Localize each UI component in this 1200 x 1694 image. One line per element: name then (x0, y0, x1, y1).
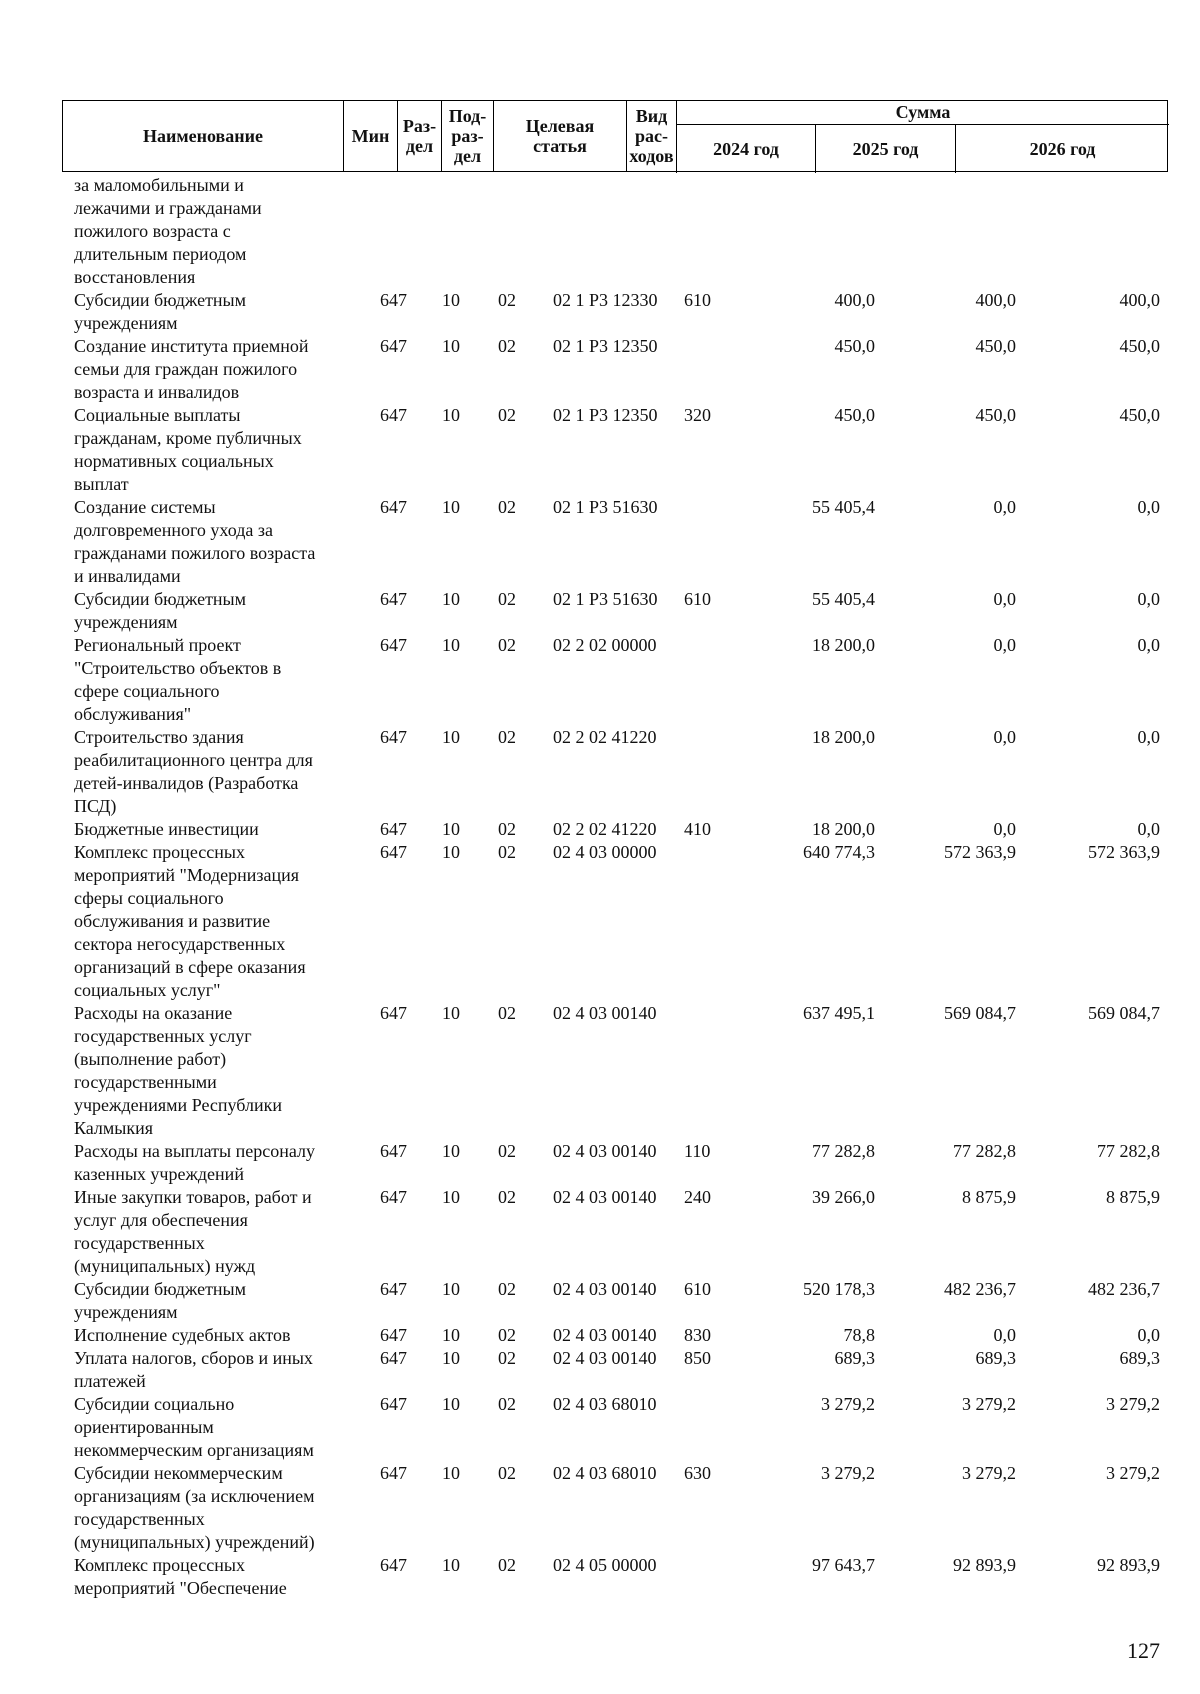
row-y2026: 689,3 (1119, 1348, 1160, 1368)
row-razdel: 10 (442, 1394, 460, 1414)
row-celevaya: 02 4 03 68010 (553, 1394, 657, 1414)
row-min: 647 (380, 1141, 407, 1161)
row-y2024: 3 279,2 (821, 1463, 875, 1483)
row-vid: 850 (684, 1348, 711, 1368)
row-podrazdel: 02 (498, 497, 516, 517)
row-y2025: 400,0 (975, 290, 1016, 310)
row-y2024: 3 279,2 (821, 1394, 875, 1414)
row-y2026: 450,0 (1119, 336, 1160, 356)
row-celevaya: 02 4 03 00000 (553, 842, 657, 862)
row-razdel: 10 (442, 497, 460, 517)
row-min: 647 (380, 1348, 407, 1368)
row-vid: 610 (684, 290, 711, 310)
row-y2024: 55 405,4 (812, 497, 875, 517)
row-razdel: 10 (442, 1348, 460, 1368)
row-podrazdel: 02 (498, 290, 516, 310)
row-y2025: 450,0 (975, 405, 1016, 425)
row-celevaya: 02 4 03 00140 (553, 1187, 657, 1207)
row-y2025: 92 893,9 (953, 1555, 1016, 1575)
header-razdel: Раз- дел (397, 101, 441, 171)
row-podrazdel: 02 (498, 1555, 516, 1575)
row-name: Социальные выплаты гражданам, кроме публичных нормативных социальных выплат (74, 405, 302, 494)
table-row (0, 841, 1200, 1002)
row-razdel: 10 (442, 1463, 460, 1483)
row-celevaya: 02 4 03 00140 (553, 1141, 657, 1161)
row-vid: 630 (684, 1463, 711, 1483)
row-y2026: 569 084,7 (1088, 1003, 1160, 1023)
table-row (0, 1393, 1200, 1462)
header-podrazdel: Под- раз- дел (441, 101, 493, 171)
row-y2024: 39 266,0 (812, 1187, 875, 1207)
row-name: Бюджетные инвестиции (74, 819, 259, 839)
row-podrazdel: 02 (498, 336, 516, 356)
row-y2025: 450,0 (975, 336, 1016, 356)
row-podrazdel: 02 (498, 727, 516, 747)
row-name: Субсидии бюджетным учреждениям (74, 589, 247, 632)
row-razdel: 10 (442, 635, 460, 655)
table-row (0, 1554, 1200, 1600)
row-min: 647 (380, 842, 407, 862)
row-vid: 610 (684, 589, 711, 609)
row-razdel: 10 (442, 336, 460, 356)
row-vid: 240 (684, 1187, 711, 1207)
row-y2024: 18 200,0 (812, 819, 875, 839)
row-name: Создание института приемной семьи для граждан пожилого возраста и инвалидов (74, 336, 309, 402)
row-name: Исполнение судебных актов (74, 1325, 291, 1345)
row-y2024: 450,0 (834, 336, 875, 356)
row-y2024: 78,8 (843, 1325, 875, 1345)
row-y2025: 3 279,2 (962, 1394, 1016, 1414)
row-podrazdel: 02 (498, 819, 516, 839)
header-year-2024: 2024 год (676, 125, 815, 173)
row-y2026: 400,0 (1119, 290, 1160, 310)
row-y2026: 450,0 (1119, 405, 1160, 425)
row-razdel: 10 (442, 589, 460, 609)
table-row (0, 335, 1200, 404)
table-row (0, 404, 1200, 496)
row-name: Комплекс процессных мероприятий "Модернизация сферы социального обслуживания и развитие сектора негосударственных организаций в сфере оказания социальных услуг" (74, 842, 306, 1000)
row-podrazdel: 02 (498, 1348, 516, 1368)
row-razdel: 10 (442, 819, 460, 839)
header-min: Мин (343, 101, 397, 171)
row-podrazdel: 02 (498, 1279, 516, 1299)
table-row (0, 634, 1200, 726)
row-min: 647 (380, 290, 407, 310)
row-podrazdel: 02 (498, 1394, 516, 1414)
row-podrazdel: 02 (498, 589, 516, 609)
row-y2026: 0,0 (1137, 1325, 1160, 1345)
row-celevaya: 02 1 Р3 12330 (553, 290, 658, 310)
row-vid: 610 (684, 1279, 711, 1299)
row-celevaya: 02 4 03 00140 (553, 1348, 657, 1368)
row-y2026: 92 893,9 (1097, 1555, 1160, 1575)
row-celevaya: 02 4 03 00140 (553, 1325, 657, 1345)
header-celevaya: Целевая статья (493, 101, 626, 171)
row-y2024: 77 282,8 (812, 1141, 875, 1161)
row-y2025: 3 279,2 (962, 1463, 1016, 1483)
row-min: 647 (380, 1463, 407, 1483)
row-y2026: 0,0 (1137, 819, 1160, 839)
row-y2026: 0,0 (1137, 497, 1160, 517)
row-name: Субсидии бюджетным учреждениям (74, 1279, 247, 1322)
row-y2025: 0,0 (993, 727, 1016, 747)
row-y2026: 8 875,9 (1106, 1187, 1160, 1207)
row-y2024: 450,0 (834, 405, 875, 425)
page-number: 127 (1127, 1638, 1160, 1663)
row-y2025: 77 282,8 (953, 1141, 1016, 1161)
row-name: Создание системы долговременного ухода за гражданами пожилого возраста и инвалидами (74, 497, 316, 586)
row-vid: 410 (684, 819, 711, 839)
row-vid: 110 (684, 1141, 711, 1161)
header-vid: Вид рас- ходов (626, 101, 676, 171)
row-y2024: 637 495,1 (803, 1003, 875, 1023)
row-razdel: 10 (442, 1555, 460, 1575)
table-row (0, 1140, 1200, 1186)
table-row (0, 174, 1200, 289)
row-min: 647 (380, 1187, 407, 1207)
row-podrazdel: 02 (498, 405, 516, 425)
row-y2025: 482 236,7 (944, 1279, 1016, 1299)
row-y2024: 18 200,0 (812, 635, 875, 655)
table-row (0, 1347, 1200, 1393)
row-celevaya: 02 1 Р3 51630 (553, 497, 658, 517)
row-razdel: 10 (442, 1187, 460, 1207)
header-year-2026: 2026 год (955, 125, 1169, 173)
row-razdel: 10 (442, 1141, 460, 1161)
row-y2025: 569 084,7 (944, 1003, 1016, 1023)
table-row (0, 496, 1200, 588)
row-y2026: 482 236,7 (1088, 1279, 1160, 1299)
row-name: Комплекс процессных мероприятий "Обеспечение (74, 1555, 287, 1598)
row-min: 647 (380, 589, 407, 609)
row-y2026: 0,0 (1137, 727, 1160, 747)
table-row (0, 726, 1200, 818)
row-celevaya: 02 4 03 00140 (553, 1279, 657, 1299)
row-name: Субсидии бюджетным учреждениям (74, 290, 247, 333)
table-row (0, 1186, 1200, 1278)
table-row (0, 1002, 1200, 1140)
row-razdel: 10 (442, 1325, 460, 1345)
row-y2024: 640 774,3 (803, 842, 875, 862)
row-name: Субсидии некоммерческим организациям (за исключением государственных (муниципальных) учреждений) (74, 1463, 315, 1552)
row-y2024: 55 405,4 (812, 589, 875, 609)
row-y2026: 0,0 (1137, 589, 1160, 609)
table-row (0, 289, 1200, 335)
row-y2025: 0,0 (993, 589, 1016, 609)
table-header (62, 100, 1168, 172)
row-razdel: 10 (442, 1279, 460, 1299)
row-celevaya: 02 1 Р3 12350 (553, 405, 658, 425)
row-min: 647 (380, 1279, 407, 1299)
row-y2025: 689,3 (975, 1348, 1016, 1368)
row-podrazdel: 02 (498, 1003, 516, 1023)
row-name: Региональный проект "Строительство объектов в сфере социального обслуживания" (74, 635, 282, 724)
row-y2026: 3 279,2 (1106, 1394, 1160, 1414)
table-row (0, 588, 1200, 634)
row-vid: 320 (684, 405, 711, 425)
row-min: 647 (380, 1003, 407, 1023)
row-celevaya: 02 1 Р3 51630 (553, 589, 658, 609)
row-name: Строительство здания реабилитационного центра для детей-инвалидов (Разработка ПСД) (74, 727, 313, 816)
row-y2025: 0,0 (993, 1325, 1016, 1345)
row-name: Расходы на оказание государственных услуг (выполнение работ) государственными учреждениями Республики Калмыкия (74, 1003, 282, 1138)
row-celevaya: 02 2 02 00000 (553, 635, 657, 655)
row-podrazdel: 02 (498, 1463, 516, 1483)
row-podrazdel: 02 (498, 1141, 516, 1161)
row-y2025: 572 363,9 (944, 842, 1016, 862)
row-name: за маломобильными и лежачими и гражданами пожилого возраста с длительным периодом восстановления (74, 175, 262, 287)
row-podrazdel: 02 (498, 842, 516, 862)
table-row (0, 818, 1200, 841)
row-podrazdel: 02 (498, 1325, 516, 1345)
row-min: 647 (380, 1394, 407, 1414)
row-y2025: 0,0 (993, 819, 1016, 839)
row-celevaya: 02 4 05 00000 (553, 1555, 657, 1575)
row-min: 647 (380, 635, 407, 655)
row-razdel: 10 (442, 290, 460, 310)
row-y2026: 3 279,2 (1106, 1463, 1160, 1483)
row-celevaya: 02 1 Р3 12350 (553, 336, 658, 356)
row-min: 647 (380, 336, 407, 356)
row-y2024: 520 178,3 (803, 1279, 875, 1299)
row-celevaya: 02 2 02 41220 (553, 819, 657, 839)
row-razdel: 10 (442, 405, 460, 425)
row-podrazdel: 02 (498, 635, 516, 655)
row-y2025: 0,0 (993, 635, 1016, 655)
row-name: Расходы на выплаты персоналу казенных учреждений (74, 1141, 315, 1184)
row-min: 647 (380, 497, 407, 517)
header-name: Наименование (143, 126, 263, 146)
row-y2024: 689,3 (834, 1348, 875, 1368)
row-razdel: 10 (442, 1003, 460, 1023)
header-summa: Сумма (676, 101, 1169, 125)
row-y2025: 0,0 (993, 497, 1016, 517)
row-razdel: 10 (442, 727, 460, 747)
row-celevaya: 02 2 02 41220 (553, 727, 657, 747)
row-name: Уплата налогов, сборов и иных платежей (74, 1348, 313, 1391)
row-y2025: 8 875,9 (962, 1187, 1016, 1207)
row-y2026: 77 282,8 (1097, 1141, 1160, 1161)
row-min: 647 (380, 727, 407, 747)
row-name: Субсидии социально ориентированным некоммерческим организациям (74, 1394, 314, 1460)
table-body (0, 174, 1200, 1600)
row-min: 647 (380, 405, 407, 425)
row-podrazdel: 02 (498, 1187, 516, 1207)
row-min: 647 (380, 1555, 407, 1575)
row-y2024: 18 200,0 (812, 727, 875, 747)
row-celevaya: 02 4 03 00140 (553, 1003, 657, 1023)
row-min: 647 (380, 819, 407, 839)
row-celevaya: 02 4 03 68010 (553, 1463, 657, 1483)
row-y2024: 400,0 (834, 290, 875, 310)
row-min: 647 (380, 1325, 407, 1345)
row-y2024: 97 643,7 (812, 1555, 875, 1575)
header-year-2025: 2025 год (815, 125, 955, 173)
row-y2026: 572 363,9 (1088, 842, 1160, 862)
row-y2026: 0,0 (1137, 635, 1160, 655)
table-row (0, 1278, 1200, 1324)
table-row (0, 1324, 1200, 1347)
row-razdel: 10 (442, 842, 460, 862)
row-name: Иные закупки товаров, работ и услуг для обеспечения государственных (муниципальных) нужд (74, 1187, 312, 1276)
table-row (0, 1462, 1200, 1554)
row-vid: 830 (684, 1325, 711, 1345)
